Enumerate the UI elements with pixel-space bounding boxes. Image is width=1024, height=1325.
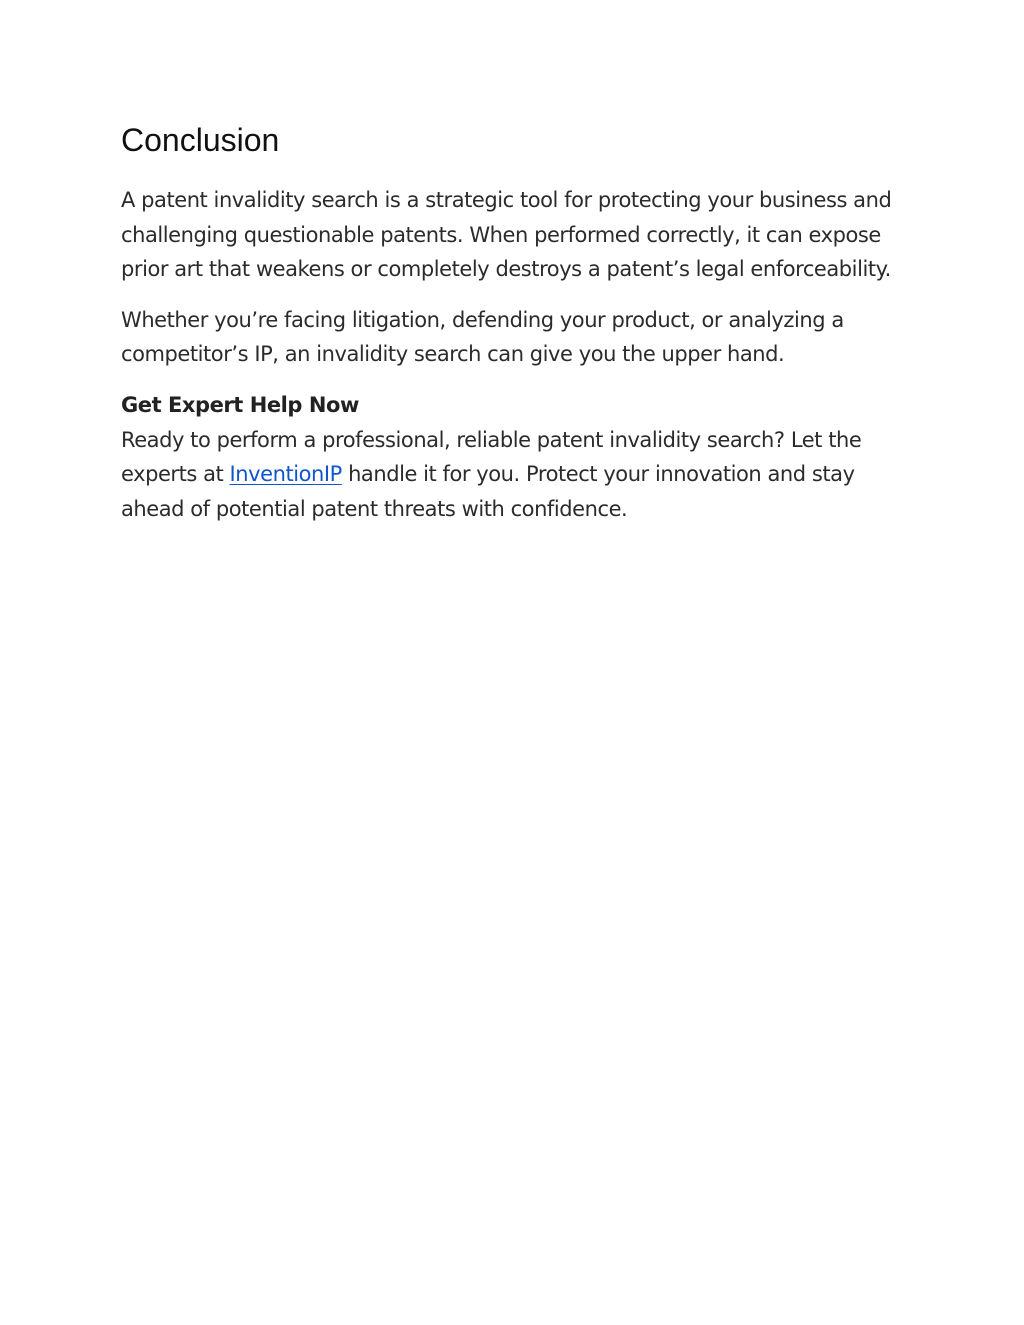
paragraph-summary: A patent invalidity search is a strategic tool for protecting your business and challenging questionable patents. When performed correctly, it can expose prior art that weakens or completely destroys a patent’s legal enforceability.	[121, 188, 892, 282]
cta-text-after: handle it for you. Protect your innovation and stay ahead of potential patent threats with confidence.	[121, 462, 855, 521]
section-heading: Conclusion	[121, 122, 280, 158]
cta-paragraph	[121, 388, 911, 526]
inventionip-link[interactable]: InventionIP	[229, 462, 342, 487]
document-page	[121, 116, 911, 542]
paragraph-use-cases: Whether you’re facing litigation, defending your product, or analyzing a competitor’s IP, an invalidity search can give you the upper hand.	[121, 307, 844, 367]
cta-text-before: Ready to perform a professional, reliable patent invalidity search? Let the experts at	[121, 427, 862, 487]
cta-title: Get Expert Help Now	[121, 392, 359, 417]
